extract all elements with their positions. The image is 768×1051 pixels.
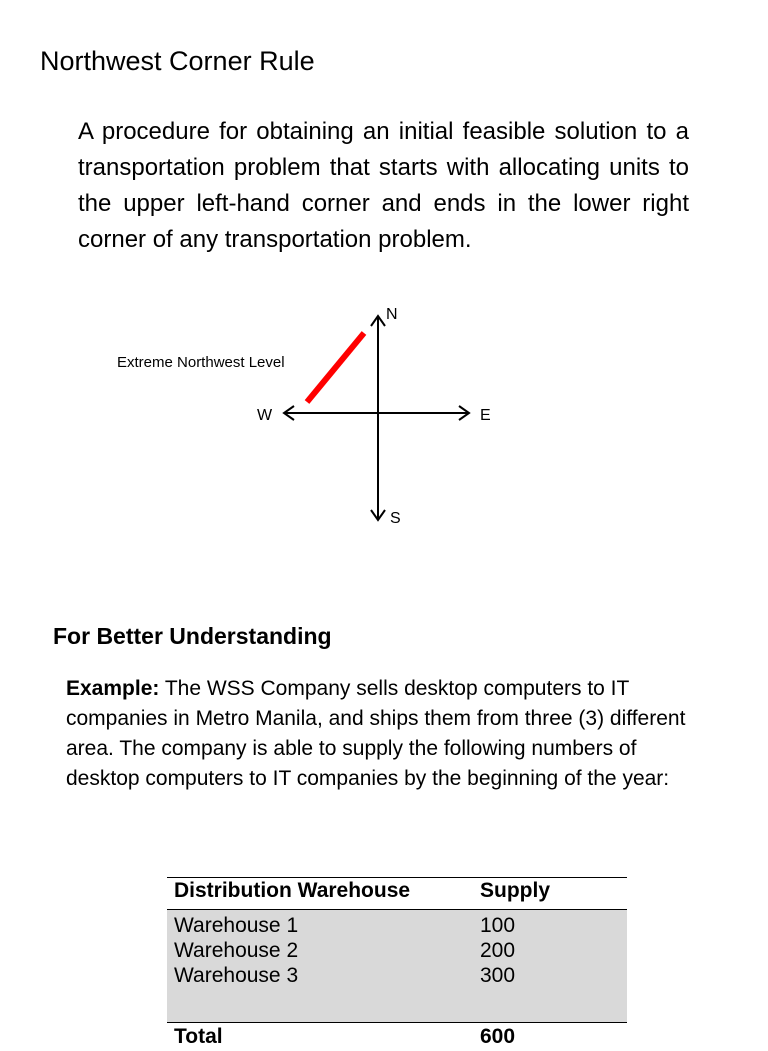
header-supply: Supply	[473, 878, 627, 910]
warehouse-cell: Warehouse 3	[167, 963, 473, 1023]
example-text: The WSS Company sells desktop computers to IT companies in Metro Manila, and ships them from three (3) different area. The company is able to supply the following numbers of desktop computers to IT companies by the beginning of the year:	[66, 677, 685, 790]
supply-cell: 300	[473, 963, 627, 1023]
example-paragraph	[66, 674, 706, 794]
extreme-northwest-label: Extreme Northwest Level	[117, 354, 285, 371]
table-row	[167, 910, 627, 939]
north-label: N	[386, 306, 398, 323]
northwest-highlight-line	[307, 333, 364, 402]
definition-paragraph: A procedure for obtaining an initial feasible solution to a transportation problem that starts with allocating units to the upper left-hand corner and ends in the lower right corner of any transportation problem.	[78, 114, 689, 258]
section-heading: For Better Understanding	[53, 623, 332, 650]
south-label: S	[390, 510, 401, 527]
warehouse-cell: Warehouse 2	[167, 938, 473, 963]
table-total-row	[167, 1023, 627, 1051]
warehouse-cell: Warehouse 1	[167, 910, 473, 939]
table-header-row	[167, 878, 627, 910]
supply-cell: 200	[473, 938, 627, 963]
east-label: E	[480, 407, 491, 424]
supply-table	[167, 877, 627, 1051]
total-label-cell: Total	[167, 1023, 473, 1051]
west-label: W	[257, 407, 273, 424]
page-title: Northwest Corner Rule	[40, 46, 315, 77]
total-value-cell: 600	[473, 1023, 627, 1051]
example-label: Example:	[66, 677, 159, 700]
table-row	[167, 963, 627, 1023]
header-warehouse: Distribution Warehouse	[167, 878, 473, 910]
table-row	[167, 938, 627, 963]
supply-cell: 100	[473, 910, 627, 939]
